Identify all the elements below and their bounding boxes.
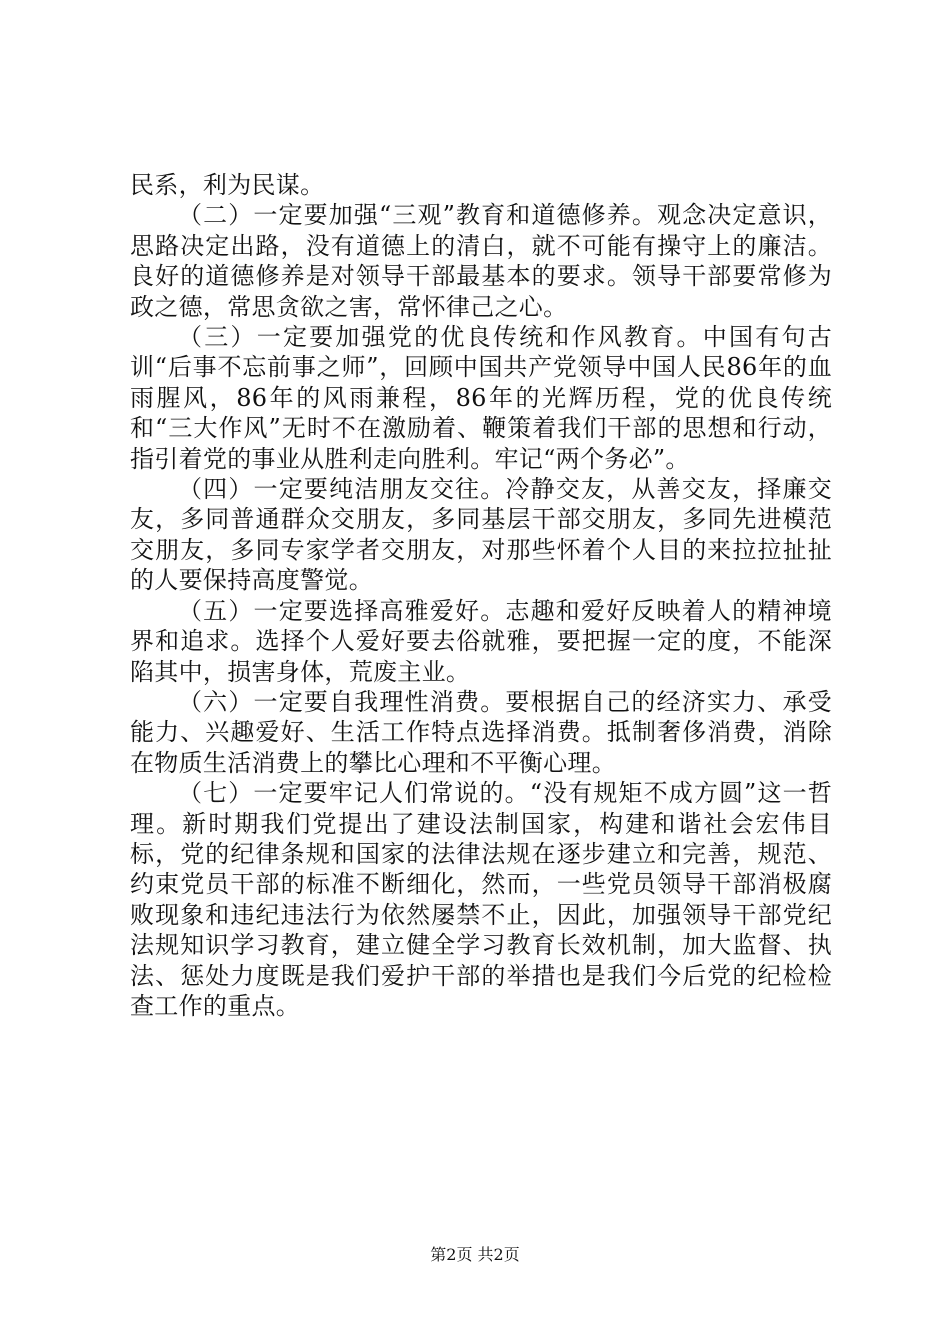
paragraph-6: （六）一定要自我理性消费。要根据自己的经济实力、承受能力、兴趣爱好、生活工作特点选择消费。抵制奢侈消费，消除在物质生活消费上的攀比心理和不平衡心理。 — [130, 687, 832, 777]
paragraph-7: （七）一定要牢记人们常说的。“没有规矩不成方圆”这一哲理。新时期我们党提出了建设法制国家，构建和谐社会宏伟目标，党的纪律条规和国家的法律法规在逐步建立和完善，规范、约束党员干部的标准不断细化，然而，一些党员领导干部消极腐败现象和违纪违法行为依然屡禁不止，因此，加强领导干部党纪法规知识学习教育，建立健全学习教育长效机制，加大监督、执法、惩处力度既是我们爱护干部的举措也是我们今后党的纪检检查工作的重点。 — [130, 779, 832, 1020]
page-footer — [0, 1245, 950, 1265]
document-body — [130, 170, 832, 1021]
paragraph-4: （四）一定要纯洁朋友交往。冷静交友，从善交友，择廉交友，多同普通群众交朋友，多同基层干部交朋友，多同先进模范交朋友，多同专家学者交朋友，对那些怀着个人目的来拉拉扯扯的人要保持高度警觉。 — [130, 475, 832, 595]
paragraph-3: （三）一定要加强党的优良传统和作风教育。中国有句古训“后事不忘前事之师”，回顾中国共产党领导中国人民86年的血雨腥风，86年的风雨兼程，86年的光辉历程，党的优良传统和“三大作风”无时不在激励着、鞭策着我们干部的思想和行动，指引着党的事业从胜利走向胜利。牢记“两个务必”。 — [130, 323, 832, 473]
paragraph-5: （五）一定要选择高雅爱好。志趣和爱好反映着人的精神境界和追求。选择个人爱好要去俗就雅，要把握一定的度，不能深陷其中，损害身体，荒废主业。 — [130, 596, 832, 686]
paragraph-continuation: 民系，利为民谋。 — [130, 171, 325, 199]
page-number-label: 第2页 共2页 — [430, 1245, 520, 1264]
paragraph-2: （二）一定要加强“三观”教育和道德修养。观念决定意识，思路决定出路，没有道德上的清白，就不可能有操守上的廉洁。良好的道德修养是对领导干部最基本的要求。领导干部要常修为政之德，常思贪欲之害，常怀律己之心。 — [130, 201, 832, 321]
